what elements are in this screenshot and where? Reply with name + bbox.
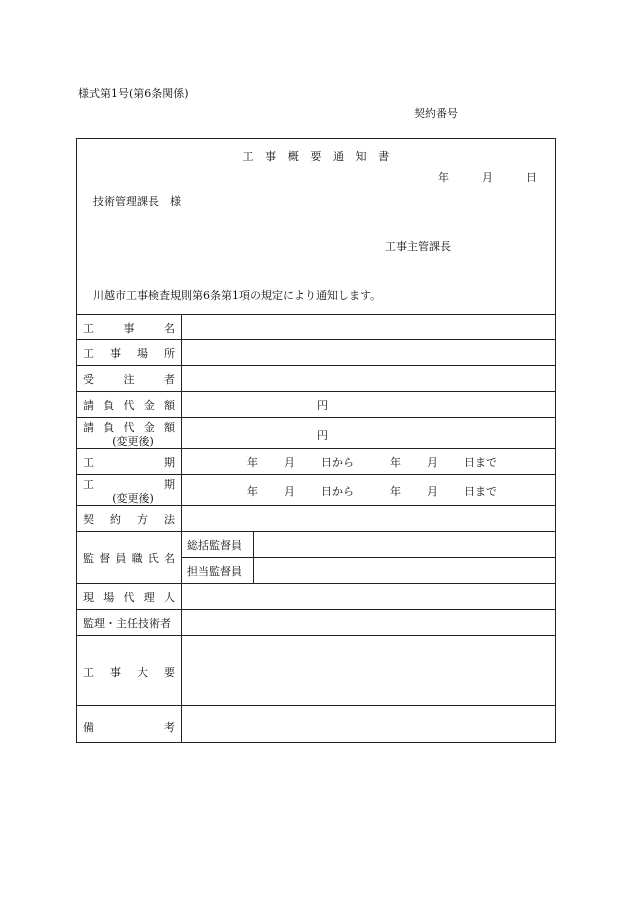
date-day: 日 [526,171,537,184]
row-contract-method: 契 約 方 法 [83,513,175,526]
row-outline: 工 事 大 要 [83,666,175,679]
form-number: 様式第1号(第6条関係) [78,87,189,100]
row-contract-amount-changed: 請 負 代 金 額 [83,421,175,434]
changed-note-period: (変更後) [112,492,154,505]
row-chief-engineer: 監理・主任技術者 [83,617,171,630]
row-contract-amount: 請 負 代 金 額 [83,399,175,412]
row-period-changed: 工 期 [83,478,175,491]
row-contractor: 受 注 者 [83,373,175,386]
contract-number-label: 契約番号 [414,107,458,120]
supervisor-charge-label: 担当監督員 [187,565,242,578]
date-month: 月 [482,171,493,184]
row-remarks: 備 考 [83,721,175,734]
recipient: 技術管理課長 様 [93,195,181,208]
yen-unit: 円 [317,399,328,412]
date-line [438,169,537,185]
sender: 工事主管課長 [385,240,451,253]
row-period: 工 期 [83,456,175,469]
supervisor-general-label: 総括監督員 [187,539,242,552]
document-title: 工 事 概 要 通 知 書 [242,150,390,163]
period-values-changed: 年 月 日から 年 月 日まで [247,485,497,498]
row-site-agent: 現 場 代 理 人 [83,591,175,604]
row-construction-name: 工 事 名 [83,322,175,335]
row-construction-site: 工 事 場 所 [83,347,175,360]
notice-form [76,138,556,743]
row-supervisor: 監 督 員 職 氏 名 [83,552,175,565]
period-values: 年 月 日から 年 月 日まで [247,456,497,469]
yen-unit-changed: 円 [317,429,328,442]
changed-note: (変更後) [112,435,154,448]
date-year: 年 [438,171,449,184]
notice-text: 川越市工事検査規則第6条第1項の規定により通知します。 [93,289,382,302]
